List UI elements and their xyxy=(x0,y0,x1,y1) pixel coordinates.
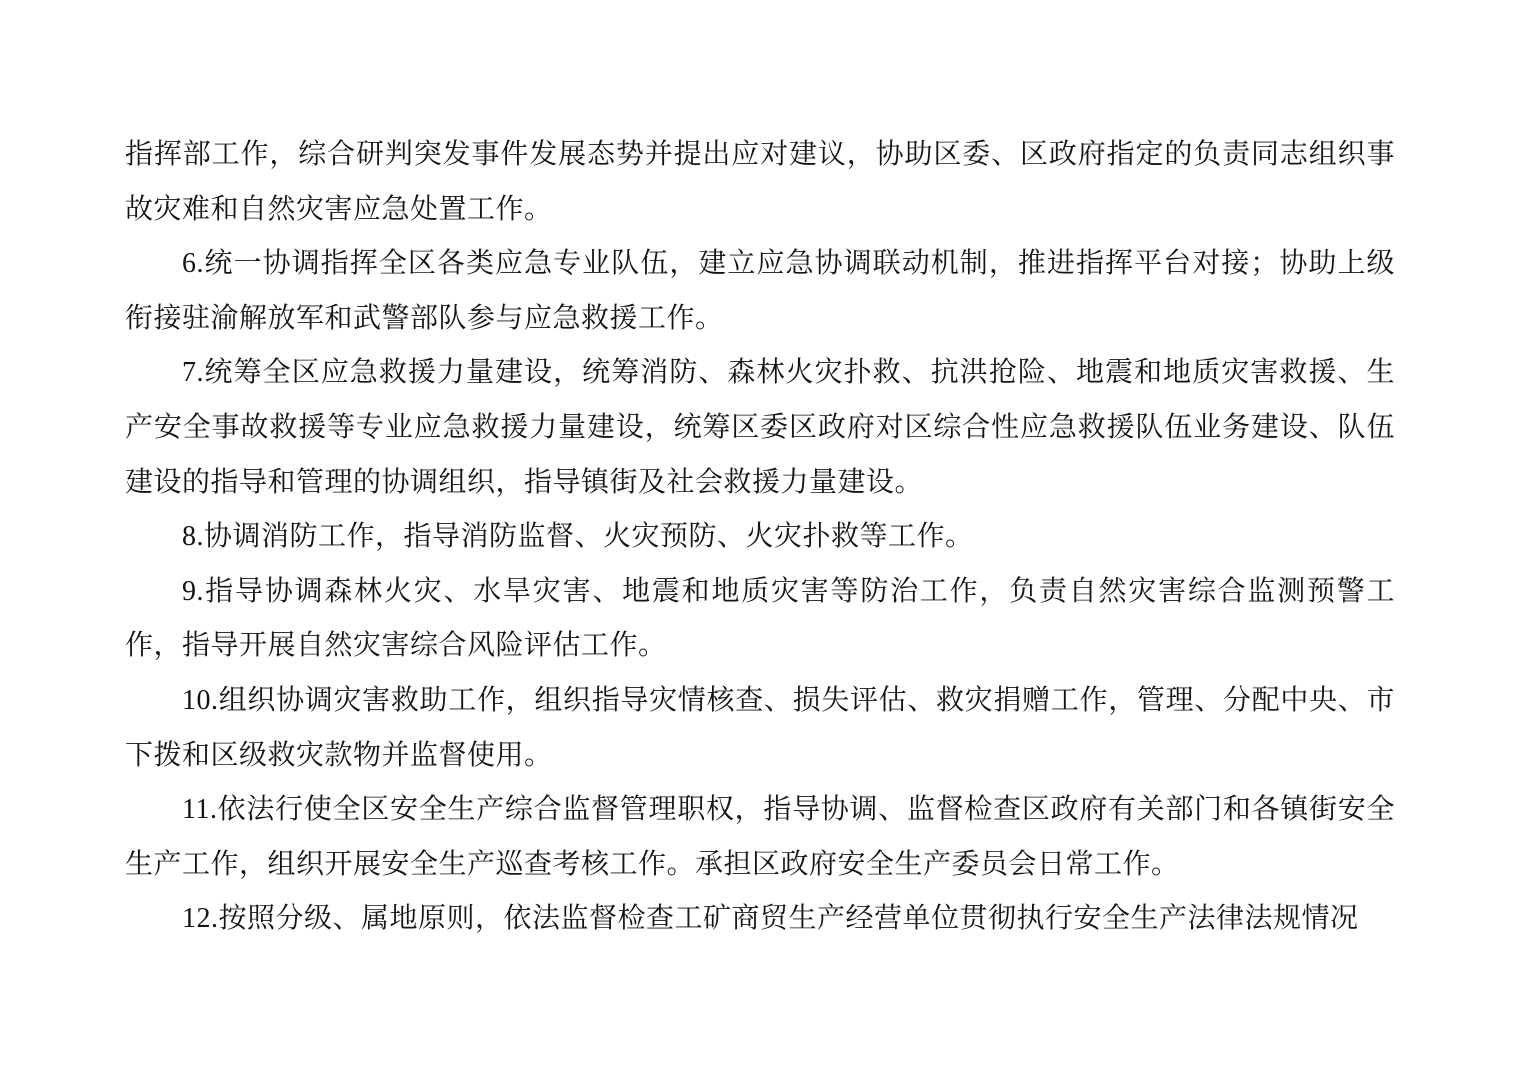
paragraph-continuation: 指挥部工作，综合研判突发事件发展态势并提出应对建议，协助区委、区政府指定的负责同志组织事故灾难和自然灾害应急处置工作。 xyxy=(125,139,1395,225)
paragraph-item-12: 12.按照分级、属地原则，依法监督检查工矿商贸生产经营单位贯彻执行安全生产法律法规情况 xyxy=(182,903,1359,935)
paragraph-item-7: 7.统筹全区应急救援力量建设，统筹消防、森林火灾扑救、抗洪抢险、地震和地质灾害救援、生产安全事故救援等专业应急救援力量建设，统筹区委区政府对区综合性应急救援队伍业务建设、队伍建设的指导和管理的协调组织，指导镇街及社会救援力量建设。 xyxy=(125,357,1395,498)
paragraph-item-9: 9.指导协调森林火灾、水旱灾害、地震和地质灾害等防治工作，负责自然灾害综合监测预警工作，指导开展自然灾害综合风险评估工作。 xyxy=(125,575,1395,662)
paragraph-item-10: 10.组织协调灾害救助工作，组织指导灾情核查、损失评估、救灾捐赠工作，管理、分配中央、市下拨和区级救灾款物并监督使用。 xyxy=(125,684,1395,771)
paragraph-item-8: 8.协调消防工作，指导消防监督、火灾预防、火灾扑救等工作。 xyxy=(182,521,974,553)
paragraph-item-6: 6.统一协调指挥全区各类应急专业队伍，建立应急协调联动机制，推进指挥平台对接；协助上级衔接驻渝解放军和武警部队参与应急救援工作。 xyxy=(125,248,1395,334)
paragraph-item-11: 11.依法行使全区安全生产综合监督管理职权，指导协调、监督检查区政府有关部门和各镇街安全生产工作，组织开展安全生产巡查考核工作。承担区政府安全生产委员会日常工作。 xyxy=(125,794,1395,880)
